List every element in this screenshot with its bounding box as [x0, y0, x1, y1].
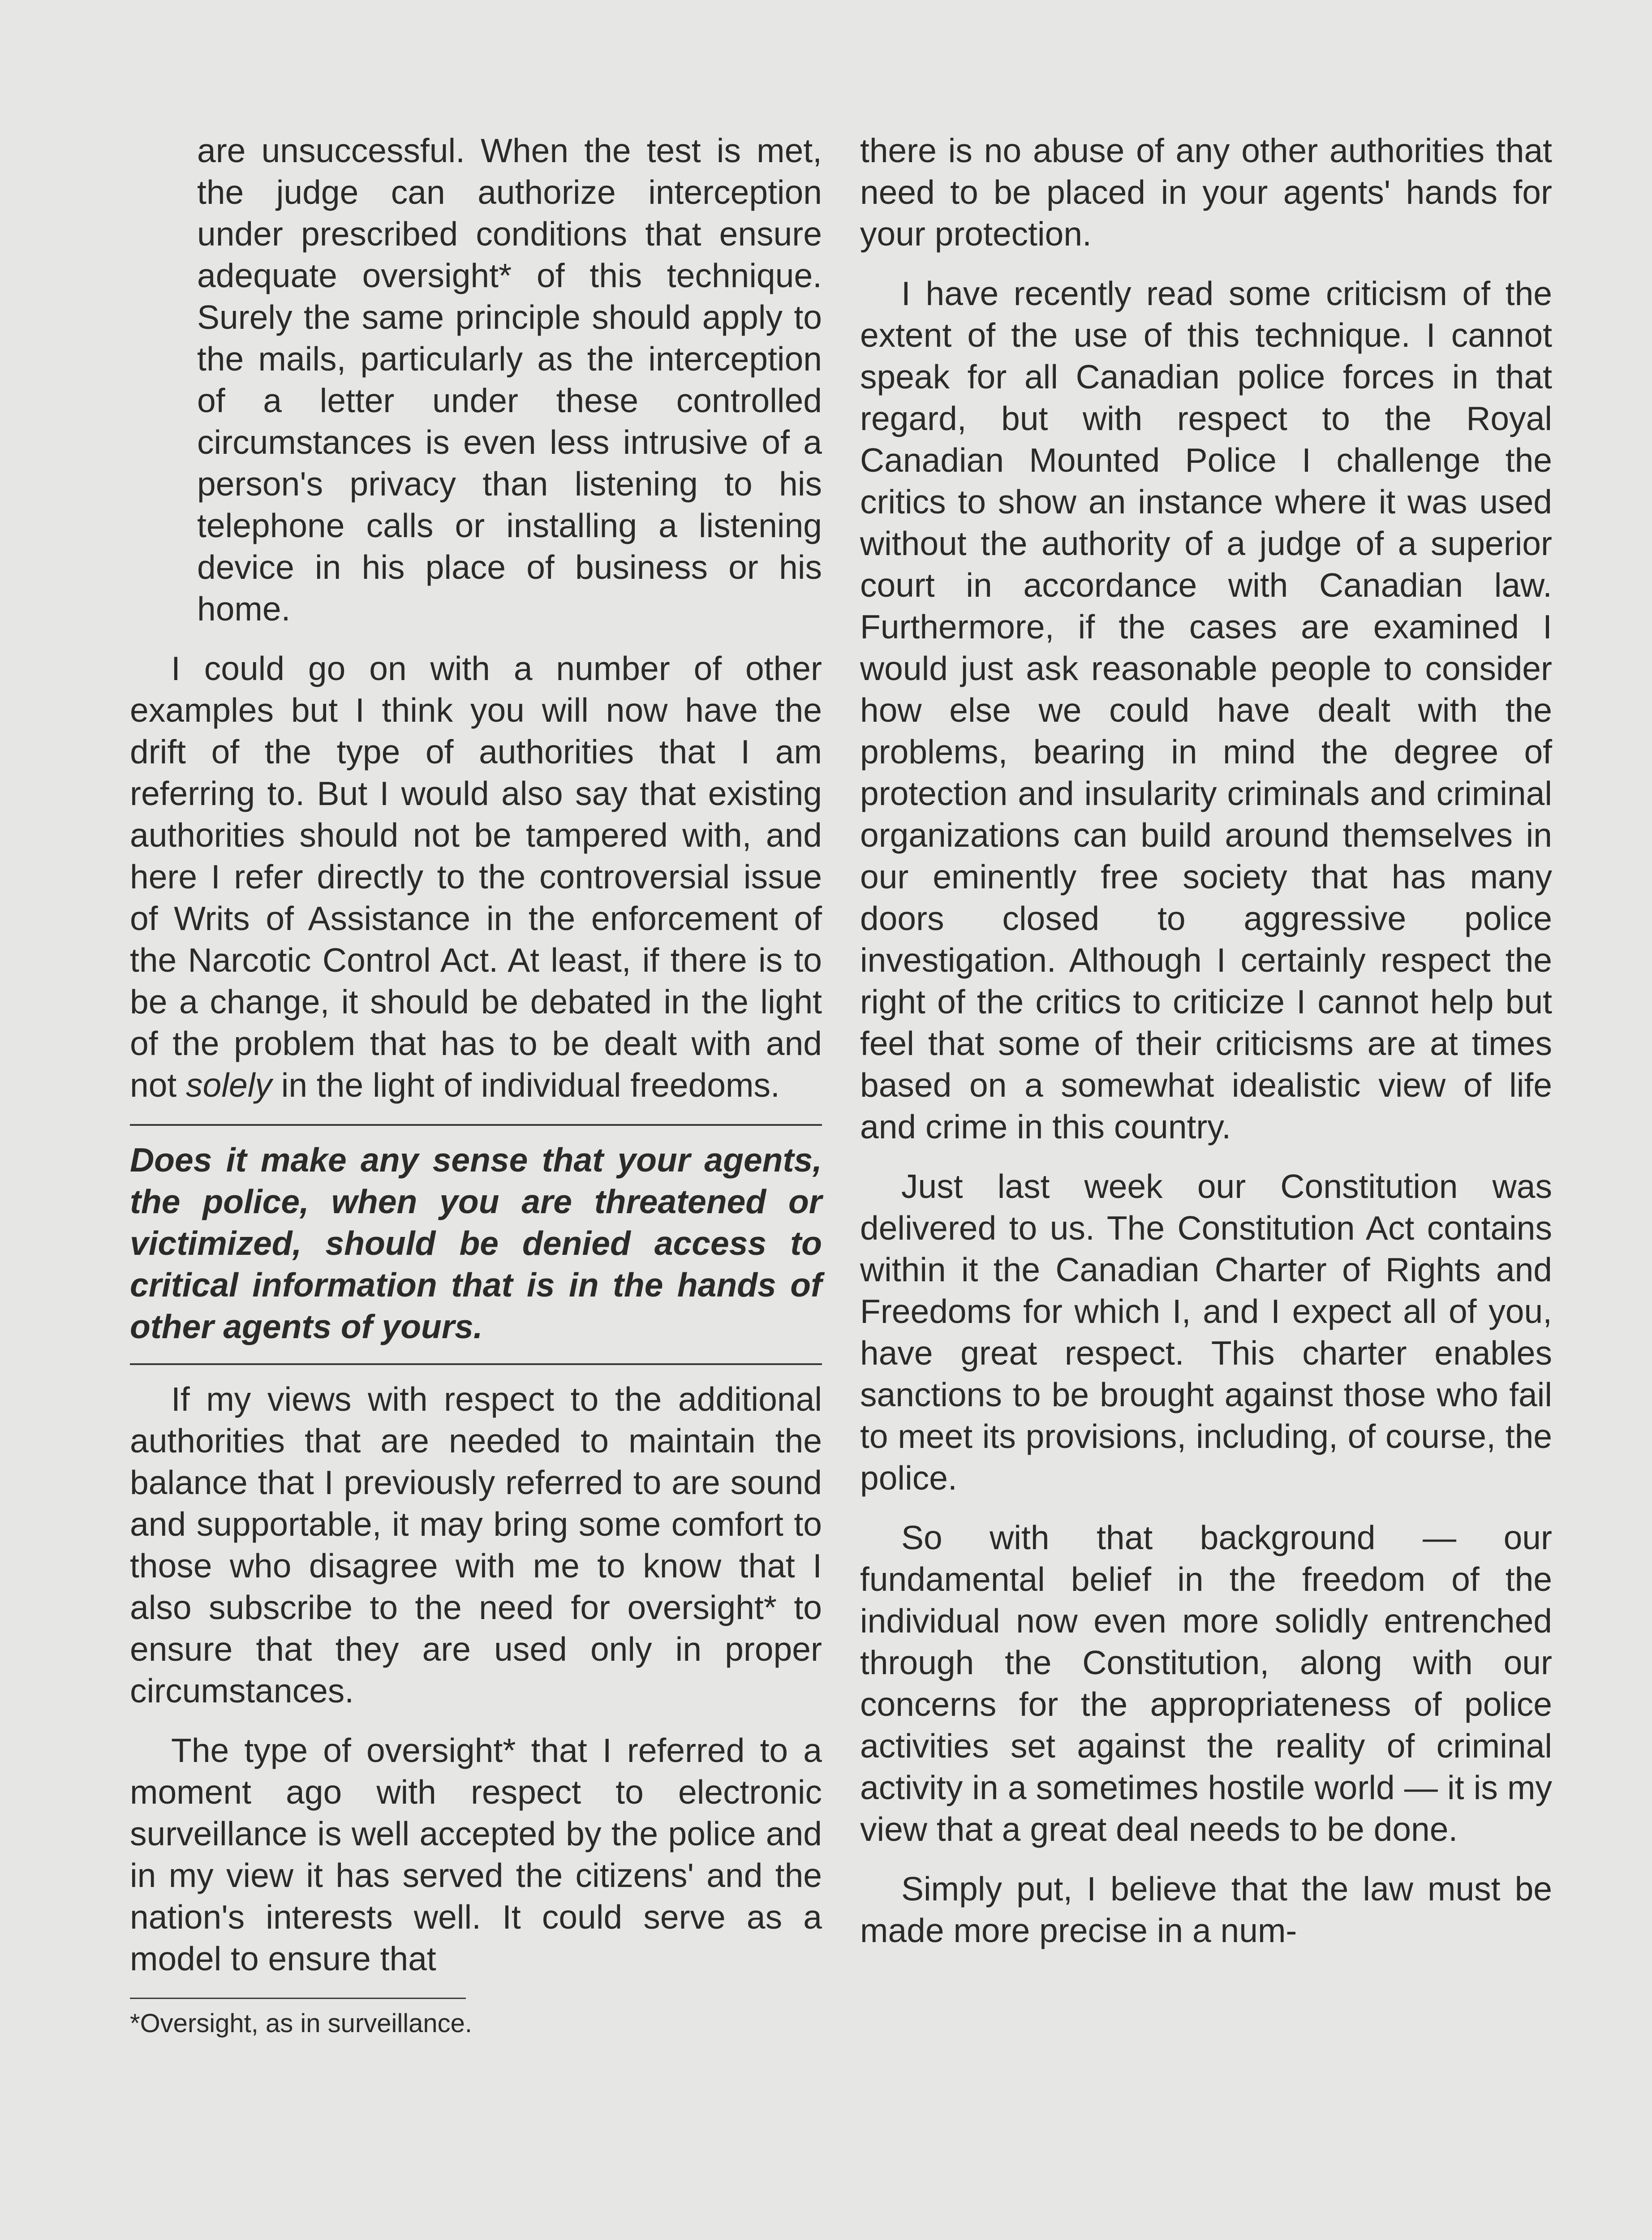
footnote: *Oversight, as in surveillance.: [130, 2009, 472, 2038]
paragraph-continued: there is no abuse of any other authorities that need to be placed in your agents' hands for your protection.: [860, 132, 1552, 253]
emphasis-word: solely: [186, 1066, 272, 1104]
paragraph-simply-put: Simply put, I believe that the law must be made more precise in a num-: [860, 1870, 1552, 1949]
paragraph-constitution: Just last week our Constitution was delivered to us. The Constitution Act contains within it the Canadian Charter of Rights and Freedoms for which I, and I expect all of you, have great respect. This charter enables sanctions to be brought against those who fail to meet its provisions, including, of course, the police.: [860, 1167, 1552, 1497]
left-column: [130, 130, 822, 2039]
pullquote-top-rule: [130, 1124, 822, 1126]
paragraph-writs-of-assistance: [130, 648, 822, 1106]
footnote-rule: [130, 1998, 466, 1999]
pullquote: Does it make any sense that your agents, the police, when you are threatened or victimized, should be denied access to critical information that is in the hands of other agents of yours.: [130, 1141, 822, 1345]
paragraph-oversight: The type of oversight* that I referred to a moment ago with respect to electronic surveillance is well accepted by the police and in my view it has served the citizens' and the nation's interests well. It could serve as a model to ensure that: [130, 1732, 822, 1977]
paragraph-text: I could go on with a number of other examples but I think you will now have the drift of the type of authorities that I am referring to. But I would also say that existing authorities should not be tampered with, and here I refer directly to the controversial issue of Writs of Assistance in the enforcement of the Narcotic Control Act. At least, if there is to be a change, it should be debated in the light of the problem that has to be dealt with and not: [130, 650, 822, 1104]
paragraph-background: So with that background — our fundamental belief in the freedom of the individual now even more solidly entrenched through the Constitution, along with our concerns for the appropriateness of police activities set against the reality of criminal activity in a sometimes hostile world — it is my view that a great deal needs to be done.: [860, 1519, 1552, 1848]
paragraph-text: in the light of individual freedoms.: [271, 1066, 780, 1104]
paragraph-additional-authorities: If my views with respect to the additional authorities that are needed to maintain the balance that I previously referred to are sound and supportable, it may bring some comfort to those who disagree with me to know that I also subscribe to the need for oversight* to ensure that they are used only in proper circumstances.: [130, 1380, 822, 1710]
paragraph-continued: are unsuccessful. When the test is met, the judge can authorize interception under prescribed conditions that ensure adequate oversight* of this technique. Surely the same principle should apply to the mails, particularly as the interception of a letter under these controlled circumstances is even less intrusive of a person's privacy than listening to his telephone calls or installing a listening device in his place of business or his home.: [197, 132, 822, 628]
pullquote-bottom-rule: [130, 1363, 822, 1365]
paragraph-criticism: I have recently read some criticism of the extent of the use of this technique. I cannot speak for all Canadian police forces in that regard, but with respect to the Royal Canadian Mounted Police I challenge the critics to show an instance where it was used without the authority of a judge of a superior court in accordance with Canadian law. Furthermore, if the cases are examined I would just ask reasonable people to consider how else we could have dealt with the problems, bearing in mind the degree of protection and insularity criminals and criminal organizations can build around themselves in our eminently free society that has many doors closed to aggressive police investigation. Although I certainly respect the right of the critics to criticize I cannot help but feel that some of their criticisms are at times based on a somewhat idealistic view of life and crime in this country.: [860, 275, 1552, 1146]
right-column: [860, 130, 1552, 1969]
